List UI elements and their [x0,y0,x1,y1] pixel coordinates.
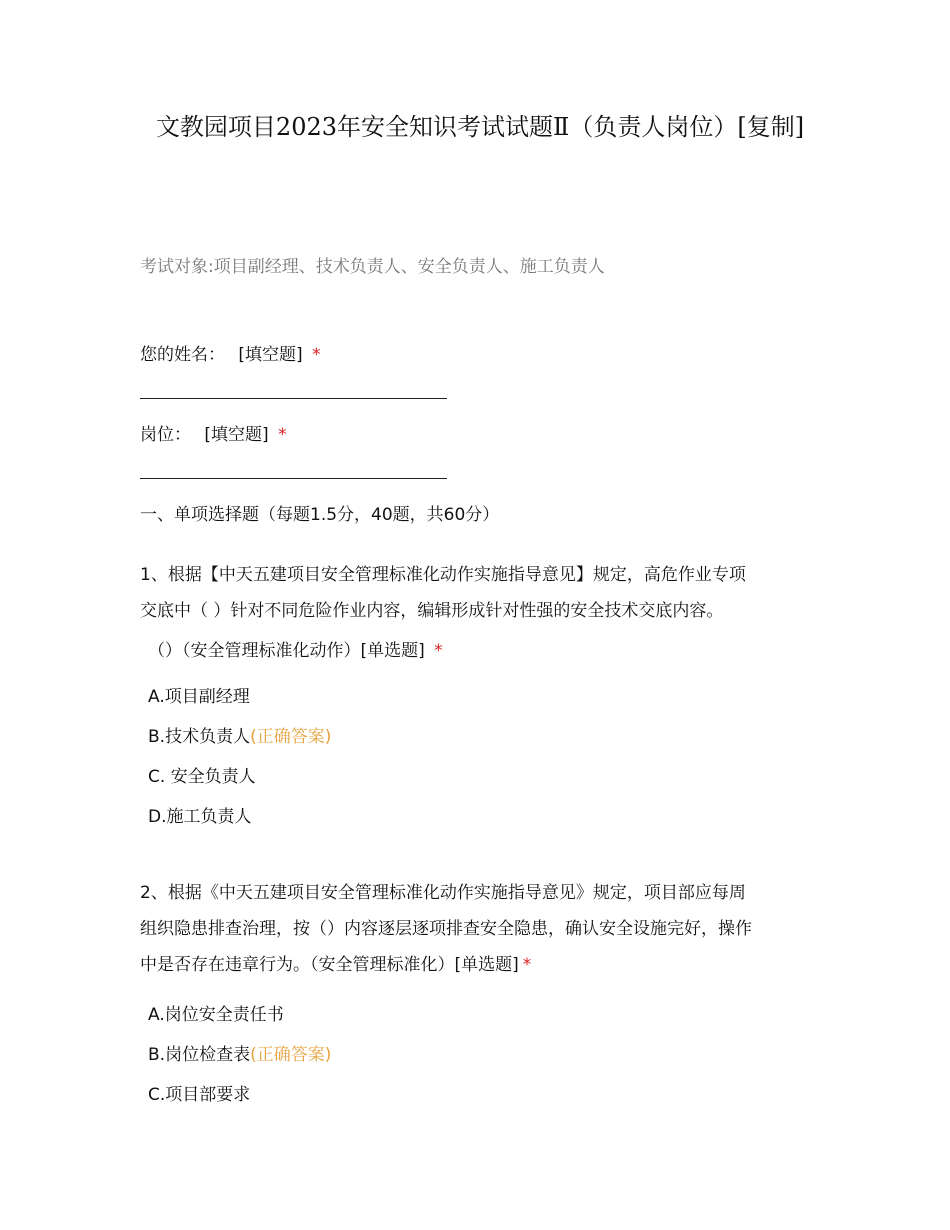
question-2-stem [140,875,820,983]
required-asterisk: * [522,955,532,975]
option-text: B.岗位检查表 [148,1045,251,1065]
required-asterisk: * [434,641,443,661]
option-text: D.施工负责人 [148,807,252,827]
question-2-line-2: 组织隐患排查治理，按（）内容逐层逐项排查安全隐患，确认安全设施完好，操作 [140,919,752,939]
question-2-line-1: 2、根据《中天五建项目安全管理标准化动作实施指导意见》规定，项目部应每周 [140,883,746,903]
option-text: A.岗位安全责任书 [148,1005,284,1025]
position-input-line[interactable] [140,478,447,479]
correct-answer-mark: (正确答案) [250,727,332,747]
position-field-type: [填空题] [204,425,269,445]
question-1-option-b[interactable] [148,724,331,750]
question-1-option-d[interactable] [148,804,252,830]
section-heading: 一、单项选择题（每题1.5分，40题，共60分） [140,505,500,525]
question-1-line-2: 交底中（ ）针对不同危险作业内容，编辑形成针对性强的安全技术交底内容。 [140,601,724,621]
name-field-type: [填空题] [238,345,303,365]
document-title: 文教园项目2023年安全知识考试试题Ⅱ（负责人岗位）[复制] [155,113,805,141]
exam-target-subtitle: 考试对象:项目副经理、技术负责人、安全负责人、施工负责人 [140,257,605,277]
option-text: C. 安全负责人 [148,767,256,787]
question-1-line-1: 1、根据【中天五建项目安全管理标准化动作实施指导意见】规定，高危作业专项 [140,565,746,585]
option-text: C.项目部要求 [148,1085,251,1105]
required-asterisk: * [278,425,287,445]
question-2-option-c[interactable] [148,1082,250,1108]
position-label-text: 岗位： [140,425,191,445]
name-label-text: 您的姓名： [140,345,225,365]
option-text: B.技术负责人 [148,727,251,747]
question-1-stem [140,557,820,629]
option-text: A.项目副经理 [148,687,250,707]
name-input-line[interactable] [140,398,447,399]
question-1-option-a[interactable] [148,684,250,710]
name-field-label [140,341,321,369]
question-2-line-3 [140,947,820,983]
correct-answer-mark: (正确答案) [250,1045,332,1065]
position-field-label [140,421,287,449]
question-1-type: （）（安全管理标准化动作）[单选题] [148,641,425,661]
required-asterisk: * [312,345,321,365]
question-2-type: 中是否存在违章行为。（安全管理标准化）[单选题] [140,955,519,975]
question-1-option-c[interactable] [148,764,256,790]
question-1-line-3 [148,637,443,665]
question-2-option-a[interactable] [148,1002,284,1028]
question-2-option-b[interactable] [148,1042,331,1068]
